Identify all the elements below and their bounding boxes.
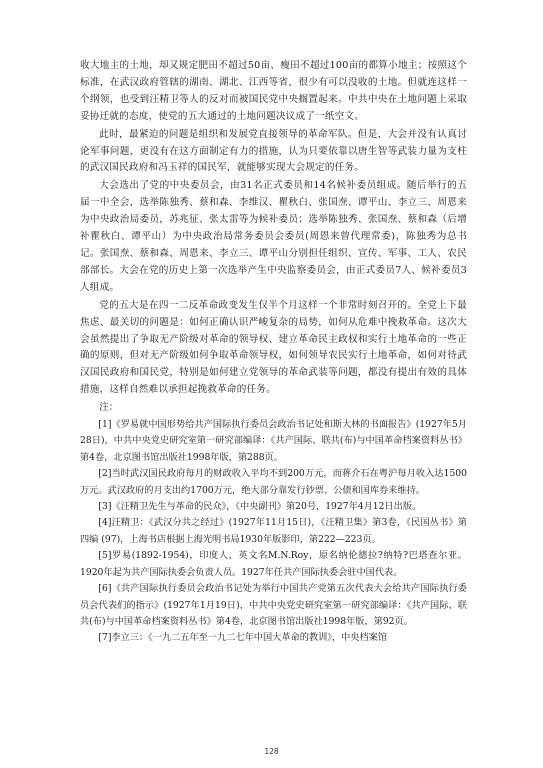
footnote: [1]《罗易就中国形势给共产国际执行委员会政治书记处和斯大林的书面报告》(1927年5月28日)，中共中央党史研究室第一研究部编译：《共产国际、联共(布)与中国革命档案资料丛书》第4卷，北京图书馆出版社1998年版，第288页。 <box>80 419 467 463</box>
footnote: [6]《共产国际执行委员会政治书记处为举行中国共产党第五次代表大会给共产国际执行委员会代表们的指示》(1927年1月19日)，中共中央党史研究室第一研究部编译：《共产国际、联共(布)与中国革命档案资料丛书》第4卷，北京图书馆出版社1998年版，第92页。 <box>80 583 467 627</box>
footnote: [4]汪精卫：《武汉分共之经过》(1927年11月15日)，《汪精卫集》第3卷，《民国丛书》第四编 (97)，上海书店根据上海光明书局1930年版影印，第222—223页。 <box>80 517 467 545</box>
page-number: 128 <box>264 747 279 756</box>
body-paragraph: 大会选出了党的中央委员会，由31名正式委员和14名候补委员组成。随后举行的五届一中全会，选举陈独秀、蔡和森、李维汉、瞿秋白、张国焘、谭平山、李立三、周恩来为中央政治局委员，苏兆征、张太雷等为候补委员；选举陈独秀、张国焘、蔡和森（后增补瞿秋白、谭平山）为中央政治局常务委员会委员(周恩来曾代理常委)，陈独秀为总书记。张国焘、蔡和森、周恩来、李立三、谭平山分别担任组织、宣传、军事、工人、农民部部长。大会在党的历史上第一次选举产生中央监察委员会，由正式委员7人、候补委员3人组成。 <box>80 180 467 293</box>
footnote: [3]《汪精卫先生与革命的民众》，《中央副刊》第20号，1927年4月12日出版。 <box>98 501 422 513</box>
body-paragraph: 此时，最紧迫的问题是组织和发展党直接领导的革命军队。但是，大会并没有认真讨论军事问题，更没有在这方面制定有力的措施，认为只要依靠以唐生智等武装力量为支柱的武汉国民政府和冯玉祥的国民军，就能够实现大会规定的任务。 <box>80 128 467 174</box>
footnote: [5]罗易(1892-1954)，印度人，英文名M.N.Roy，原名纳伦德拉?纳特?巴塔查尔亚。1920年起为共产国际执委会负责人员。1927年任共产国际执委会驻中国代表。 <box>80 550 467 578</box>
body-paragraph: 收大地主的土地，却又规定肥田不超过50亩、瘦田不超过100亩的都算小地主；按照这个标准，在武汉政府管辖的湖南、湖北、江西等省，很少有可以没收的土地。但就连这样一个纲领，也受到汪精卫等人的反对而被国民党中央搁置起来。中共中央在土地问题上采取妥协迁就的态度，使党的五大通过的土地问题决议成了一纸空文。 <box>80 60 467 122</box>
footnote: [7]李立三：《一九二五年至一九二七年中国大革命的教训》，中央档案馆 <box>98 632 388 644</box>
body-paragraph: 党的五大是在四一二反革命政变发生仅半个月这样一个非常时刻召开的。全党上下最焦虑、最关切的问题是：如何正确认识严峻复杂的局势，如何从危难中挽救革命。这次大会虽然提出了争取无产阶级对革命的领导权、建立革命民主政权和实行土地革命的一些正确的原则，但对无产阶级如何争取革命领导权，如何领导农民实行土地革命，如何对待武汉国民政府和国民党，特别是如何建立党领导的革命武装等问题，都没有提出有效的具体措施，这样自然难以承担起挽救革命的任务。 <box>80 299 467 396</box>
notes-heading: 注： <box>99 402 119 414</box>
footnote: [2]当时武汉国民政府每月的财政收入平均不到200万元，而蒋介石在粤沪每月收入达1500万元。武汉政府的月支出约1700万元，绝大部分靠发行钞票、公债和国库券来维持。 <box>80 468 467 496</box>
footnotes-list <box>80 417 467 647</box>
